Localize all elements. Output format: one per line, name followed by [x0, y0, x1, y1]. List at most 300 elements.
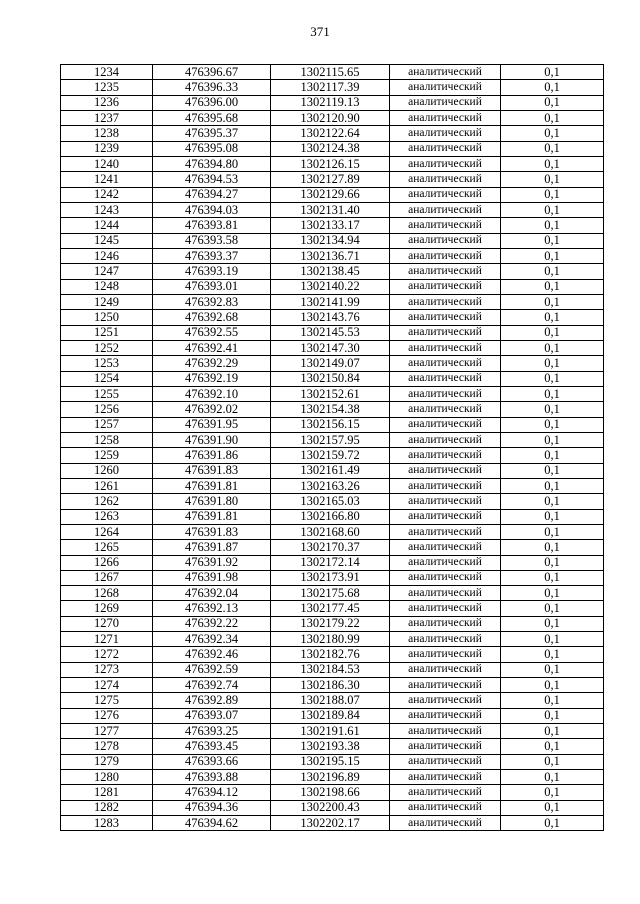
accuracy-cell: 0,1 — [501, 432, 604, 447]
method-cell: аналитический — [390, 386, 501, 401]
y-coordinate-cell: 1302159.72 — [271, 448, 390, 463]
point-number-cell: 1261 — [61, 478, 153, 493]
table-row — [61, 172, 604, 187]
table-row — [61, 80, 604, 95]
accuracy-cell: 0,1 — [501, 294, 604, 309]
point-number-cell: 1259 — [61, 448, 153, 463]
table-row — [61, 340, 604, 355]
point-number-cell: 1239 — [61, 141, 153, 156]
x-coordinate-cell: 476394.80 — [153, 156, 271, 171]
y-coordinate-cell: 1302168.60 — [271, 524, 390, 539]
x-coordinate-cell: 476392.83 — [153, 294, 271, 309]
x-coordinate-cell: 476394.27 — [153, 187, 271, 202]
method-cell: аналитический — [390, 770, 501, 785]
x-coordinate-cell: 476395.68 — [153, 110, 271, 125]
x-coordinate-cell: 476392.41 — [153, 340, 271, 355]
point-number-cell: 1258 — [61, 432, 153, 447]
method-cell: аналитический — [390, 110, 501, 125]
point-number-cell: 1267 — [61, 570, 153, 585]
method-cell: аналитический — [390, 356, 501, 371]
x-coordinate-cell: 476393.66 — [153, 754, 271, 769]
y-coordinate-cell: 1302115.65 — [271, 65, 390, 80]
accuracy-cell: 0,1 — [501, 141, 604, 156]
x-coordinate-cell: 476391.90 — [153, 432, 271, 447]
y-coordinate-cell: 1302140.22 — [271, 279, 390, 294]
table-row — [61, 770, 604, 785]
point-number-cell: 1249 — [61, 294, 153, 309]
table-row — [61, 402, 604, 417]
point-number-cell: 1256 — [61, 402, 153, 417]
accuracy-cell: 0,1 — [501, 570, 604, 585]
method-cell: аналитический — [390, 540, 501, 555]
point-number-cell: 1265 — [61, 540, 153, 555]
accuracy-cell: 0,1 — [501, 785, 604, 800]
table-row — [61, 448, 604, 463]
method-cell: аналитический — [390, 294, 501, 309]
point-number-cell: 1277 — [61, 724, 153, 739]
method-cell: аналитический — [390, 724, 501, 739]
point-number-cell: 1252 — [61, 340, 153, 355]
method-cell: аналитический — [390, 126, 501, 141]
page-number: 371 — [310, 24, 330, 39]
x-coordinate-cell: 476393.25 — [153, 724, 271, 739]
accuracy-cell: 0,1 — [501, 586, 604, 601]
table-row — [61, 156, 604, 171]
method-cell: аналитический — [390, 678, 501, 693]
method-cell: аналитический — [390, 417, 501, 432]
y-coordinate-cell: 1302156.15 — [271, 417, 390, 432]
accuracy-cell: 0,1 — [501, 816, 604, 831]
point-number-cell: 1254 — [61, 371, 153, 386]
point-number-cell: 1242 — [61, 187, 153, 202]
point-number-cell: 1235 — [61, 80, 153, 95]
point-number-cell: 1257 — [61, 417, 153, 432]
x-coordinate-cell: 476391.80 — [153, 494, 271, 509]
method-cell: аналитический — [390, 601, 501, 616]
method-cell: аналитический — [390, 739, 501, 754]
y-coordinate-cell: 1302161.49 — [271, 463, 390, 478]
x-coordinate-cell: 476396.67 — [153, 65, 271, 80]
accuracy-cell: 0,1 — [501, 524, 604, 539]
accuracy-cell: 0,1 — [501, 325, 604, 340]
accuracy-cell: 0,1 — [501, 662, 604, 677]
y-coordinate-cell: 1302129.66 — [271, 187, 390, 202]
table-row — [61, 816, 604, 831]
x-coordinate-cell: 476391.92 — [153, 555, 271, 570]
table-row — [61, 202, 604, 217]
point-number-cell: 1266 — [61, 555, 153, 570]
x-coordinate-cell: 476396.33 — [153, 80, 271, 95]
y-coordinate-cell: 1302145.53 — [271, 325, 390, 340]
accuracy-cell: 0,1 — [501, 310, 604, 325]
y-coordinate-cell: 1302165.03 — [271, 494, 390, 509]
accuracy-cell: 0,1 — [501, 448, 604, 463]
method-cell: аналитический — [390, 218, 501, 233]
x-coordinate-cell: 476393.07 — [153, 708, 271, 723]
table-row — [61, 126, 604, 141]
accuracy-cell: 0,1 — [501, 264, 604, 279]
x-coordinate-cell: 476392.68 — [153, 310, 271, 325]
y-coordinate-cell: 1302149.07 — [271, 356, 390, 371]
x-coordinate-cell: 476392.55 — [153, 325, 271, 340]
accuracy-cell: 0,1 — [501, 754, 604, 769]
table-row — [61, 800, 604, 815]
y-coordinate-cell: 1302182.76 — [271, 647, 390, 662]
method-cell: аналитический — [390, 586, 501, 601]
x-coordinate-cell: 476394.53 — [153, 172, 271, 187]
y-coordinate-cell: 1302196.89 — [271, 770, 390, 785]
y-coordinate-cell: 1302133.17 — [271, 218, 390, 233]
y-coordinate-cell: 1302177.45 — [271, 601, 390, 616]
x-coordinate-cell: 476392.02 — [153, 402, 271, 417]
point-number-cell: 1262 — [61, 494, 153, 509]
table-row — [61, 555, 604, 570]
x-coordinate-cell: 476391.83 — [153, 524, 271, 539]
table-row — [61, 325, 604, 340]
point-number-cell: 1237 — [61, 110, 153, 125]
y-coordinate-cell: 1302186.30 — [271, 678, 390, 693]
accuracy-cell: 0,1 — [501, 371, 604, 386]
point-number-cell: 1246 — [61, 248, 153, 263]
accuracy-cell: 0,1 — [501, 65, 604, 80]
accuracy-cell: 0,1 — [501, 110, 604, 125]
y-coordinate-cell: 1302200.43 — [271, 800, 390, 815]
accuracy-cell: 0,1 — [501, 494, 604, 509]
accuracy-cell: 0,1 — [501, 601, 604, 616]
y-coordinate-cell: 1302119.13 — [271, 95, 390, 110]
table-row — [61, 616, 604, 631]
point-number-cell: 1253 — [61, 356, 153, 371]
table-row — [61, 233, 604, 248]
point-number-cell: 1248 — [61, 279, 153, 294]
y-coordinate-cell: 1302143.76 — [271, 310, 390, 325]
point-number-cell: 1251 — [61, 325, 153, 340]
y-coordinate-cell: 1302193.38 — [271, 739, 390, 754]
x-coordinate-cell: 476391.81 — [153, 478, 271, 493]
table-row — [61, 708, 604, 723]
method-cell: аналитический — [390, 233, 501, 248]
x-coordinate-cell: 476391.83 — [153, 463, 271, 478]
y-coordinate-cell: 1302166.80 — [271, 509, 390, 524]
method-cell: аналитический — [390, 478, 501, 493]
x-coordinate-cell: 476393.58 — [153, 233, 271, 248]
x-coordinate-cell: 476392.22 — [153, 616, 271, 631]
point-number-cell: 1241 — [61, 172, 153, 187]
point-number-cell: 1283 — [61, 816, 153, 831]
y-coordinate-cell: 1302120.90 — [271, 110, 390, 125]
point-number-cell: 1281 — [61, 785, 153, 800]
method-cell: аналитический — [390, 187, 501, 202]
accuracy-cell: 0,1 — [501, 708, 604, 723]
accuracy-cell: 0,1 — [501, 509, 604, 524]
y-coordinate-cell: 1302124.38 — [271, 141, 390, 156]
x-coordinate-cell: 476392.34 — [153, 632, 271, 647]
table-row — [61, 785, 604, 800]
accuracy-cell: 0,1 — [501, 478, 604, 493]
method-cell: аналитический — [390, 662, 501, 677]
method-cell: аналитический — [390, 65, 501, 80]
point-number-cell: 1269 — [61, 601, 153, 616]
method-cell: аналитический — [390, 708, 501, 723]
x-coordinate-cell: 476391.87 — [153, 540, 271, 555]
x-coordinate-cell: 476395.08 — [153, 141, 271, 156]
method-cell: аналитический — [390, 95, 501, 110]
accuracy-cell: 0,1 — [501, 417, 604, 432]
point-number-cell: 1245 — [61, 233, 153, 248]
method-cell: аналитический — [390, 693, 501, 708]
y-coordinate-cell: 1302179.22 — [271, 616, 390, 631]
accuracy-cell: 0,1 — [501, 555, 604, 570]
point-number-cell: 1272 — [61, 647, 153, 662]
x-coordinate-cell: 476392.74 — [153, 678, 271, 693]
accuracy-cell: 0,1 — [501, 739, 604, 754]
point-number-cell: 1273 — [61, 662, 153, 677]
accuracy-cell: 0,1 — [501, 402, 604, 417]
table-row — [61, 570, 604, 585]
table-row — [61, 356, 604, 371]
table-row — [61, 524, 604, 539]
point-number-cell: 1234 — [61, 65, 153, 80]
method-cell: аналитический — [390, 647, 501, 662]
table-row — [61, 294, 604, 309]
y-coordinate-cell: 1302126.15 — [271, 156, 390, 171]
method-cell: аналитический — [390, 264, 501, 279]
accuracy-cell: 0,1 — [501, 80, 604, 95]
accuracy-cell: 0,1 — [501, 187, 604, 202]
y-coordinate-cell: 1302202.17 — [271, 816, 390, 831]
point-number-cell: 1282 — [61, 800, 153, 815]
point-number-cell: 1278 — [61, 739, 153, 754]
method-cell: аналитический — [390, 616, 501, 631]
y-coordinate-cell: 1302172.14 — [271, 555, 390, 570]
table-row — [61, 754, 604, 769]
table-row — [61, 540, 604, 555]
accuracy-cell: 0,1 — [501, 156, 604, 171]
point-number-cell: 1250 — [61, 310, 153, 325]
table-row — [61, 141, 604, 156]
method-cell: аналитический — [390, 248, 501, 263]
y-coordinate-cell: 1302163.26 — [271, 478, 390, 493]
accuracy-cell: 0,1 — [501, 693, 604, 708]
point-number-cell: 1240 — [61, 156, 153, 171]
table-row — [61, 95, 604, 110]
accuracy-cell: 0,1 — [501, 279, 604, 294]
x-coordinate-cell: 476392.59 — [153, 662, 271, 677]
table-row — [61, 371, 604, 386]
table-row — [61, 432, 604, 447]
table-row — [61, 509, 604, 524]
y-coordinate-cell: 1302157.95 — [271, 432, 390, 447]
x-coordinate-cell: 476392.46 — [153, 647, 271, 662]
method-cell: аналитический — [390, 172, 501, 187]
y-coordinate-cell: 1302188.07 — [271, 693, 390, 708]
y-coordinate-cell: 1302131.40 — [271, 202, 390, 217]
method-cell: аналитический — [390, 816, 501, 831]
point-number-cell: 1270 — [61, 616, 153, 631]
method-cell: аналитический — [390, 402, 501, 417]
x-coordinate-cell: 476395.37 — [153, 126, 271, 141]
y-coordinate-cell: 1302117.39 — [271, 80, 390, 95]
accuracy-cell: 0,1 — [501, 800, 604, 815]
x-coordinate-cell: 476393.88 — [153, 770, 271, 785]
table-row — [61, 248, 604, 263]
accuracy-cell: 0,1 — [501, 126, 604, 141]
table-row — [61, 187, 604, 202]
table-row — [61, 693, 604, 708]
table-row — [61, 601, 604, 616]
accuracy-cell: 0,1 — [501, 172, 604, 187]
y-coordinate-cell: 1302152.61 — [271, 386, 390, 401]
point-number-cell: 1247 — [61, 264, 153, 279]
table-row — [61, 478, 604, 493]
accuracy-cell: 0,1 — [501, 540, 604, 555]
method-cell: аналитический — [390, 340, 501, 355]
y-coordinate-cell: 1302184.53 — [271, 662, 390, 677]
method-cell: аналитический — [390, 432, 501, 447]
x-coordinate-cell: 476394.36 — [153, 800, 271, 815]
y-coordinate-cell: 1302175.68 — [271, 586, 390, 601]
x-coordinate-cell: 476392.10 — [153, 386, 271, 401]
accuracy-cell: 0,1 — [501, 233, 604, 248]
x-coordinate-cell: 476393.37 — [153, 248, 271, 263]
method-cell: аналитический — [390, 279, 501, 294]
method-cell: аналитический — [390, 509, 501, 524]
table-row — [61, 739, 604, 754]
point-number-cell: 1263 — [61, 509, 153, 524]
y-coordinate-cell: 1302195.15 — [271, 754, 390, 769]
y-coordinate-cell: 1302147.30 — [271, 340, 390, 355]
point-number-cell: 1236 — [61, 95, 153, 110]
point-number-cell: 1260 — [61, 463, 153, 478]
y-coordinate-cell: 1302191.61 — [271, 724, 390, 739]
y-coordinate-cell: 1302141.99 — [271, 294, 390, 309]
table-row — [61, 218, 604, 233]
point-number-cell: 1279 — [61, 754, 153, 769]
table-row — [61, 417, 604, 432]
method-cell: аналитический — [390, 80, 501, 95]
x-coordinate-cell: 476393.19 — [153, 264, 271, 279]
method-cell: аналитический — [390, 800, 501, 815]
accuracy-cell: 0,1 — [501, 95, 604, 110]
x-coordinate-cell: 476394.12 — [153, 785, 271, 800]
method-cell: аналитический — [390, 463, 501, 478]
point-number-cell: 1244 — [61, 218, 153, 233]
table-row — [61, 110, 604, 125]
x-coordinate-cell: 476392.89 — [153, 693, 271, 708]
point-number-cell: 1275 — [61, 693, 153, 708]
y-coordinate-cell: 1302127.89 — [271, 172, 390, 187]
table-row — [61, 678, 604, 693]
method-cell: аналитический — [390, 156, 501, 171]
y-coordinate-cell: 1302180.99 — [271, 632, 390, 647]
accuracy-cell: 0,1 — [501, 463, 604, 478]
method-cell: аналитический — [390, 785, 501, 800]
table-row — [61, 386, 604, 401]
x-coordinate-cell: 476392.13 — [153, 601, 271, 616]
table-row — [61, 310, 604, 325]
accuracy-cell: 0,1 — [501, 770, 604, 785]
x-coordinate-cell: 476391.95 — [153, 417, 271, 432]
accuracy-cell: 0,1 — [501, 616, 604, 631]
method-cell: аналитический — [390, 325, 501, 340]
method-cell: аналитический — [390, 141, 501, 156]
y-coordinate-cell: 1302134.94 — [271, 233, 390, 248]
method-cell: аналитический — [390, 570, 501, 585]
x-coordinate-cell: 476394.03 — [153, 202, 271, 217]
accuracy-cell: 0,1 — [501, 202, 604, 217]
table-row — [61, 463, 604, 478]
y-coordinate-cell: 1302150.84 — [271, 371, 390, 386]
point-number-cell: 1264 — [61, 524, 153, 539]
point-number-cell: 1238 — [61, 126, 153, 141]
coordinates-table — [60, 64, 604, 831]
point-number-cell: 1255 — [61, 386, 153, 401]
x-coordinate-cell: 476392.04 — [153, 586, 271, 601]
table-row — [61, 632, 604, 647]
table-row — [61, 724, 604, 739]
x-coordinate-cell: 476394.62 — [153, 816, 271, 831]
table-row — [61, 279, 604, 294]
x-coordinate-cell: 476393.45 — [153, 739, 271, 754]
point-number-cell: 1276 — [61, 708, 153, 723]
y-coordinate-cell: 1302122.64 — [271, 126, 390, 141]
x-coordinate-cell: 476396.00 — [153, 95, 271, 110]
x-coordinate-cell: 476392.19 — [153, 371, 271, 386]
accuracy-cell: 0,1 — [501, 218, 604, 233]
x-coordinate-cell: 476391.98 — [153, 570, 271, 585]
coordinates-table-body — [61, 65, 604, 831]
table-row — [61, 494, 604, 509]
accuracy-cell: 0,1 — [501, 678, 604, 693]
accuracy-cell: 0,1 — [501, 724, 604, 739]
point-number-cell: 1243 — [61, 202, 153, 217]
y-coordinate-cell: 1302154.38 — [271, 402, 390, 417]
accuracy-cell: 0,1 — [501, 647, 604, 662]
accuracy-cell: 0,1 — [501, 632, 604, 647]
x-coordinate-cell: 476391.81 — [153, 509, 271, 524]
y-coordinate-cell: 1302136.71 — [271, 248, 390, 263]
method-cell: аналитический — [390, 524, 501, 539]
point-number-cell: 1280 — [61, 770, 153, 785]
accuracy-cell: 0,1 — [501, 386, 604, 401]
method-cell: аналитический — [390, 632, 501, 647]
method-cell: аналитический — [390, 494, 501, 509]
table-row — [61, 264, 604, 279]
table-row — [61, 586, 604, 601]
accuracy-cell: 0,1 — [501, 340, 604, 355]
y-coordinate-cell: 1302198.66 — [271, 785, 390, 800]
table-row — [61, 647, 604, 662]
table-row — [61, 65, 604, 80]
method-cell: аналитический — [390, 754, 501, 769]
method-cell: аналитический — [390, 310, 501, 325]
x-coordinate-cell: 476392.29 — [153, 356, 271, 371]
x-coordinate-cell: 476391.86 — [153, 448, 271, 463]
x-coordinate-cell: 476393.81 — [153, 218, 271, 233]
accuracy-cell: 0,1 — [501, 248, 604, 263]
y-coordinate-cell: 1302189.84 — [271, 708, 390, 723]
method-cell: аналитический — [390, 202, 501, 217]
point-number-cell: 1274 — [61, 678, 153, 693]
method-cell: аналитический — [390, 448, 501, 463]
x-coordinate-cell: 476393.01 — [153, 279, 271, 294]
point-number-cell: 1268 — [61, 586, 153, 601]
table-row — [61, 662, 604, 677]
method-cell: аналитический — [390, 371, 501, 386]
y-coordinate-cell: 1302173.91 — [271, 570, 390, 585]
accuracy-cell: 0,1 — [501, 356, 604, 371]
y-coordinate-cell: 1302170.37 — [271, 540, 390, 555]
